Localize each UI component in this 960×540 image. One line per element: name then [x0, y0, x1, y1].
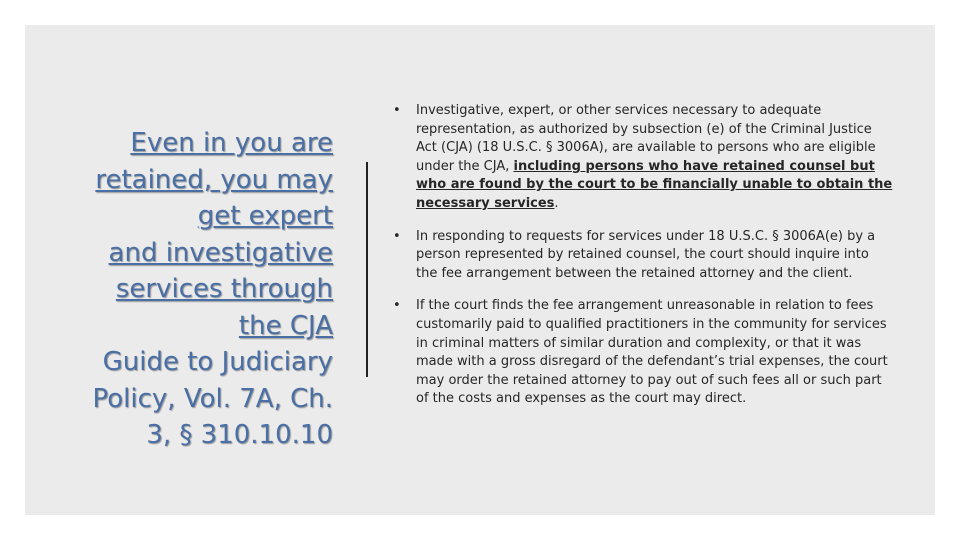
citation-line: Guide to Judiciary [102, 347, 333, 377]
title-line: Even in you are [130, 128, 333, 158]
bullet-item [393, 297, 893, 409]
slide-title [60, 125, 333, 454]
title-line: get expert [197, 201, 333, 231]
vertical-divider [366, 162, 368, 377]
bullet-text: In responding to requests for services under 18 U.S.C. § 3006A(e) by a person represented by retained counsel, the court should inquire into the fee arrangement between the retained attorney and the client. [416, 228, 876, 281]
title-line: the CJA [238, 310, 333, 341]
bullet-text: If the court finds the fee arrangement unreasonable in relation to fees customarily paid to qualified practitioners in the community for services in criminal matters of similar duration and complexity, or that it was made with a gross disregard of the defendant’s trial expenses, the court may order the retained attorney to pay out of such fees all or such part of the costs and expenses as the court may direct. [416, 298, 888, 407]
bullet-item [393, 228, 893, 284]
title-line: retained, you may [95, 164, 333, 195]
citation-line: 3, § 310.10.10 [146, 420, 333, 450]
bullet-item [393, 102, 893, 214]
bullet-underlined-text: including persons who have retained counsel but who are found by the court to be financially unable to obtain the necessary services [416, 158, 893, 211]
bullet-dot-icon: • [393, 103, 401, 118]
bullet-text: Investigative, expert, or other services necessary to adequate representation, as authorized by subsection (e) of the Criminal Justice Act (CJA) (18 U.S.C. § 3006A), are available to persons who are eligible under the CJA, [416, 103, 876, 174]
title-line: services through [115, 274, 333, 304]
bullet-text-end: . [554, 195, 559, 211]
citation-line: Policy, Vol. 7A, Ch. [92, 383, 333, 414]
bullet-dot-icon: • [393, 298, 401, 314]
title-line: and investigative [108, 237, 333, 268]
bullet-dot-icon: • [393, 228, 401, 244]
bullet-list [393, 102, 893, 423]
